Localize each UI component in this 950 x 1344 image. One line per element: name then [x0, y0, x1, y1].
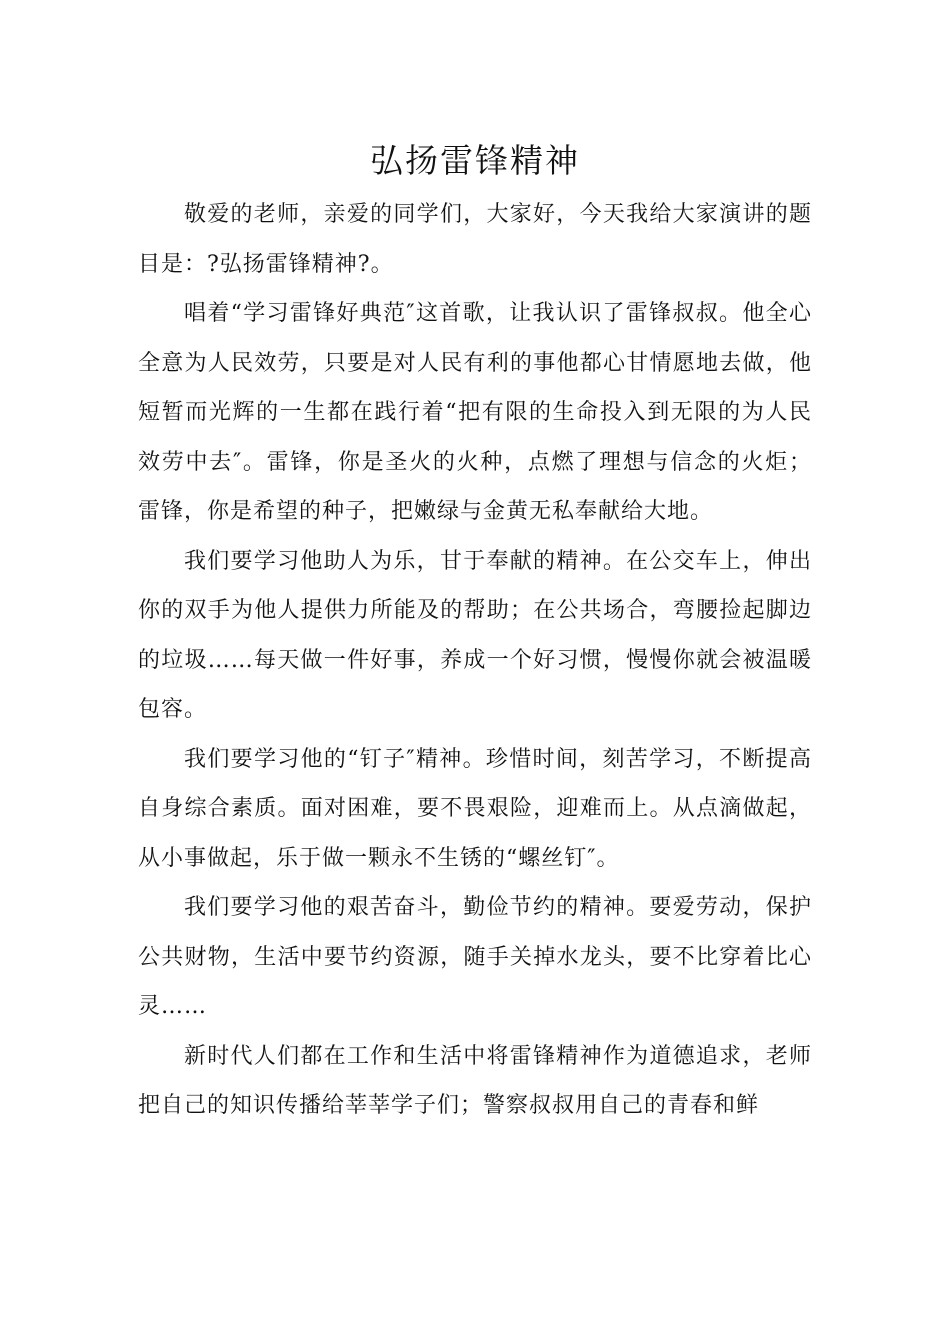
- document-title: 弘扬雷锋精神: [370, 141, 580, 180]
- paragraph-helping-others: 我们要学习他助人为乐，甘于奉献的精神。在公交车上，伸出你的双手为他人提供力所能及的帮助；在公共场合，弯腰捡起脚边的垃圾……每天做一件好事，养成一个好习惯，慢慢你就会被温暖包容。: [138, 548, 812, 722]
- paragraph-greeting: 敬爱的老师，亲爱的同学们，大家好，今天我给大家演讲的题目是：?弘扬雷锋精神?。: [138, 202, 812, 277]
- paragraph-new-era: 新时代人们都在工作和生活中将雷锋精神作为道德追求，老师把自己的知识传播给莘莘学子们；警察叔叔用自己的青春和鲜: [138, 1043, 812, 1118]
- paragraph-nail-spirit: 我们要学习他的“钉子″精神。珍惜时间，刻苦学习，不断提高自身综合素质。面对困难，要不畏艰险，迎难而上。从点滴做起，从小事做起，乐于做一颗永不生锈的“螺丝钉″。: [138, 746, 812, 871]
- paragraph-song: 唱着“学习雷锋好典范″这首歌，让我认识了雷锋叔叔。他全心全意为人民效劳，只要是对人民有利的事他都心甘情愿地去做，他短暂而光辉的一生都在践行着“把有限的生命投入到无限的为人民效劳中去″。雷锋，你是圣火的火种，点燃了理想与信念的火炬；雷锋，你是希望的种子，把嫩绿与金黄无私奉献给大地。: [138, 301, 812, 524]
- paragraph-frugality: 我们要学习他的艰苦奋斗，勤俭节约的精神。要爱劳动，保护公共财物，生活中要节约资源，随手关掉水龙头，要不比穿着比心灵……: [138, 895, 812, 1019]
- document-body: [138, 190, 812, 1131]
